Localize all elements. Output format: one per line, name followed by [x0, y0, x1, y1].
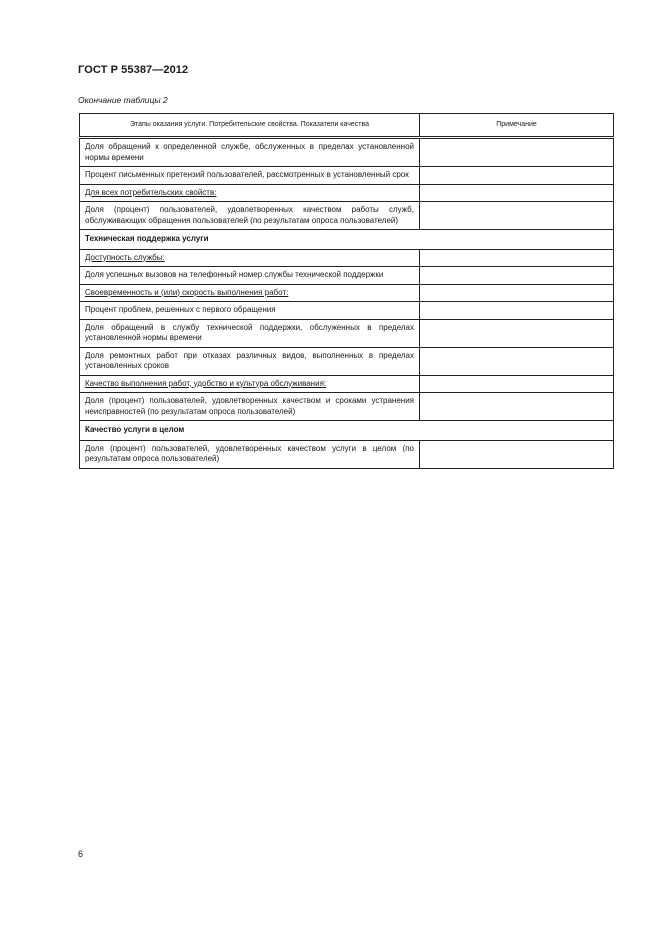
indicator-text: Доля обращений к определенной службе, обслуженных в пределах установленной нормы времени: [85, 142, 414, 162]
indicator-cell: [80, 267, 420, 285]
indicator-cell: [80, 167, 420, 185]
note-cell: [420, 167, 614, 185]
note-cell: [420, 184, 614, 202]
indicator-cell: [80, 302, 420, 320]
table-row: [80, 393, 614, 421]
property-heading: Своевременность и (или) скорость выполнения работ:: [85, 287, 289, 297]
indicator-text: Доля ремонтных работ при отказах различных видов, выполненных в пределах установленных сроков: [85, 350, 414, 370]
table-row: [80, 167, 614, 185]
table-section-row: [80, 230, 614, 250]
property-heading: Для всех потребительских свойств:: [85, 187, 217, 197]
table-row: [80, 184, 614, 202]
note-cell: [420, 347, 614, 375]
note-cell: [420, 319, 614, 347]
note-cell: [420, 249, 614, 267]
indicator-text: Доля (процент) пользователей, удовлетворенных качеством работы служб, обслуживающих обращения пользователей (по результатам опроса пользователей): [85, 205, 414, 225]
table-row: [80, 267, 614, 285]
indicator-cell: [80, 202, 420, 230]
indicator-text: Доля успешных вызовов на телефонный номер службы технической поддержки: [85, 270, 384, 279]
table-row: [80, 284, 614, 302]
indicator-cell: [80, 347, 420, 375]
indicator-text: Доля (процент) пользователей, удовлетворенных качеством услуги в целом (по результатам опроса пользователей): [85, 443, 414, 463]
section-title: Качество услуги в целом: [85, 425, 185, 434]
indicator-cell: [80, 421, 614, 441]
property-heading: Качество выполнения работ, удобство и культура обслуживания:: [85, 378, 327, 388]
table-row: [80, 302, 614, 320]
section-title: Техническая поддержка услуги: [85, 234, 209, 243]
table-body: [80, 138, 614, 469]
indicator-cell: [80, 375, 420, 393]
note-cell: [420, 440, 614, 468]
indicator-cell: [80, 249, 420, 267]
indicator-text: Доля обращений в службу технической поддержки, обслуженных в пределах установленной нормы времени: [85, 322, 414, 342]
table-row: [80, 440, 614, 468]
note-cell: [420, 202, 614, 230]
quality-indicators-table: [79, 113, 614, 469]
note-cell: [420, 267, 614, 285]
indicator-cell: [80, 184, 420, 202]
table-caption: Окончание таблицы 2: [78, 95, 168, 105]
indicator-text: Процент проблем, решенных с первого обращения: [85, 305, 276, 314]
column-header-note: Примечание: [420, 114, 614, 138]
note-cell: [420, 375, 614, 393]
table-row: [80, 319, 614, 347]
table-row: [80, 249, 614, 267]
note-cell: [420, 138, 614, 167]
note-cell: [420, 393, 614, 421]
indicator-cell: [80, 138, 420, 167]
table-row: [80, 138, 614, 167]
indicator-text: Процент письменных претензий пользователей, рассмотренных в установленный срок: [85, 170, 409, 179]
indicator-cell: [80, 440, 420, 468]
indicator-cell: [80, 319, 420, 347]
indicator-text: Доля (процент) пользователей, удовлетворенных качеством и сроками устранения неисправностей (по результатам опроса пользователей): [85, 396, 414, 416]
page-number: 6: [78, 849, 84, 859]
indicator-cell: [80, 393, 420, 421]
document-standard-code: ГОСТ Р 55387—2012: [78, 64, 189, 76]
table-section-row: [80, 421, 614, 441]
property-heading: Доступность службы:: [85, 252, 165, 262]
table-row: [80, 375, 614, 393]
table-header-row: [80, 114, 614, 138]
table-row: [80, 347, 614, 375]
column-header-indicators: Этапы оказания услуги. Потребительские свойства. Показатели качества: [80, 114, 420, 138]
table-row: [80, 202, 614, 230]
note-cell: [420, 302, 614, 320]
note-cell: [420, 284, 614, 302]
indicator-cell: [80, 284, 420, 302]
indicator-cell: [80, 230, 614, 250]
